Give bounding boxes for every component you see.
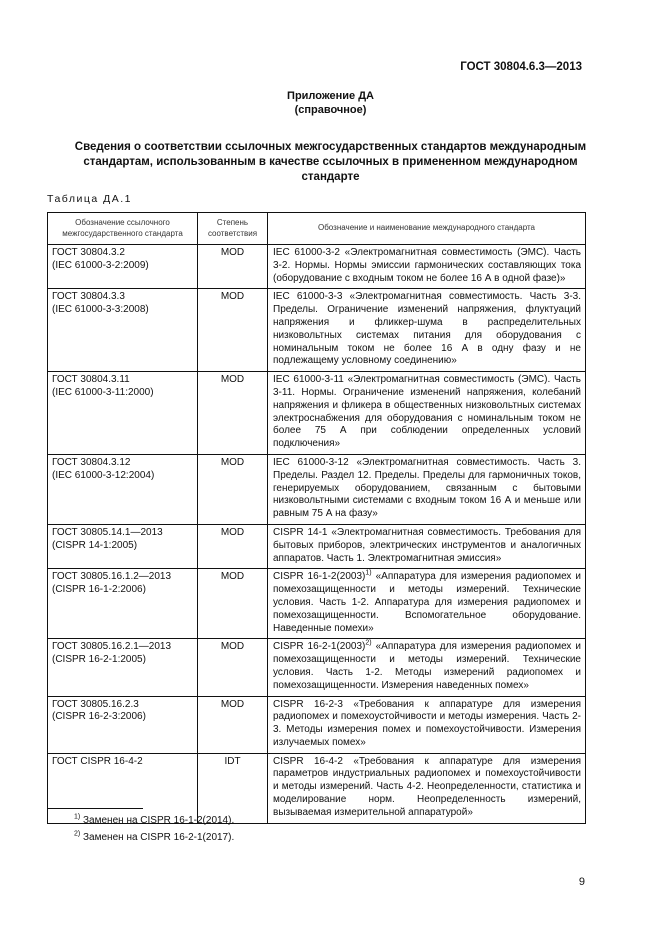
international-cell bbox=[268, 639, 586, 696]
footnote-ref: 2) bbox=[365, 639, 372, 647]
table-row bbox=[48, 454, 586, 524]
table-header-row bbox=[48, 213, 586, 245]
header-international: Обозначение и наименование международного стандарта bbox=[268, 213, 586, 245]
source-standard: (IEC 61000-3-3:2008) bbox=[52, 304, 149, 316]
table-row bbox=[48, 524, 586, 568]
table-body bbox=[48, 245, 586, 824]
international-cell bbox=[268, 524, 586, 568]
degree-value: IDT bbox=[224, 755, 241, 767]
document-id: ГОСТ 30804.6.3—2013 bbox=[460, 61, 582, 73]
international-cell bbox=[268, 696, 586, 753]
international-cell bbox=[268, 372, 586, 455]
source-standard: (IEC 61000-3-11:2000) bbox=[52, 386, 154, 398]
standard-description: CISPR 16-2-3 «Требования к аппаратуре для измерения радиопомех и помехоустойчивости и методы измерения. Часть 2-3. Методы измерения помех и помехоустойчивости. Измерения излучаемых помех» bbox=[273, 698, 581, 748]
standard-description-cont: «Аппаратура для измерения радиопомех и помехозащищенности и методы измерений. Технические условия. Часть 1-2. Аппаратура для измерения радиопомех и помехозащищенности. Вспомогательное оборудование. Наведенные помехи» bbox=[273, 571, 581, 634]
source-standard: (IEC 61000-3-2:2009) bbox=[52, 259, 149, 271]
gost-designation: ГОСТ 30805.16.2.1—2013 bbox=[52, 641, 172, 653]
degree-cell bbox=[198, 289, 268, 372]
gost-designation: ГОСТ 30804.3.2 bbox=[52, 247, 125, 258]
header-degree: Степень соответствия bbox=[198, 213, 268, 245]
footnote-1-text: Заменен на CISPR 16-1-2(2014). bbox=[83, 815, 235, 826]
table-row bbox=[48, 372, 586, 455]
degree-value: MOD bbox=[220, 456, 245, 468]
gost-cell bbox=[48, 454, 198, 524]
footnote-2-mark: 2) bbox=[74, 830, 81, 838]
footnote-2-text: Заменен на CISPR 16-2-1(2017). bbox=[83, 832, 235, 843]
standard-description: IEC 61000-3-2 «Электромагнитная совместимость (ЭМС). Часть 3-2. Нормы. Нормы эмиссии гармонических составляющих тока (оборудование с входным током не более 16 А в одной фазе)» bbox=[273, 247, 581, 284]
degree-cell bbox=[198, 454, 268, 524]
international-cell bbox=[268, 753, 586, 823]
degree-value: MOD bbox=[220, 571, 245, 583]
annex-subtitle: (справочное) bbox=[294, 104, 367, 116]
international-cell bbox=[268, 289, 586, 372]
annex-title: Приложение ДА bbox=[287, 90, 374, 102]
degree-cell bbox=[198, 639, 268, 696]
gost-cell bbox=[48, 524, 198, 568]
footnote-2 bbox=[74, 832, 234, 843]
international-cell bbox=[268, 569, 586, 639]
standard-description: IEC 61000-3-12 «Электромагнитная совместимость. Часть 3. Пределы. Раздел 12. Пределы. Пределы для гармоничных токов, генерируемых оборудованием, связанным с бытовыми низковольтными системами с входным током 16 А и меньше или равным 75 А на фазу» bbox=[273, 456, 581, 520]
international-cell bbox=[268, 454, 586, 524]
standard-description: IEC 61000-3-11 «Электромагнитная совместимость (ЭМС). Часть 3-11. Нормы. Ограничение изменений напряжения, колебаний напряжения и фликера в общественных низковольтных системах электроснабжения для оборудования с номинальным током не более 75 А при соблюдении определенных условий подключения» bbox=[273, 374, 581, 450]
footnote-separator bbox=[47, 808, 143, 809]
gost-designation: ГОСТ 30805.16.2.3 bbox=[52, 698, 139, 710]
table-row bbox=[48, 569, 586, 639]
gost-cell bbox=[48, 753, 198, 823]
correspondence-table bbox=[47, 212, 586, 824]
degree-cell bbox=[198, 753, 268, 823]
degree-cell bbox=[198, 524, 268, 568]
annex-title-block bbox=[0, 89, 661, 117]
header-gost: Обозначение ссылочного межгосударственного стандарта bbox=[48, 213, 198, 245]
standard-description: CISPR 16-2-1(2003) bbox=[273, 641, 366, 653]
standard-description: IEC 61000-3-3 «Электромагнитная совместимость. Часть 3-3. Пределы. Ограничение изменений напряжения, флуктуаций напряжения и фликкер-шума в распределительных низковольтных системах питания для оборудования с номинальным током не более 16 А в одну фазу и не подлежащему условному соединению» bbox=[273, 291, 581, 367]
gost-designation: ГОСТ 30805.16.1.2—2013 bbox=[52, 571, 172, 583]
source-standard: (CISPR 16-2-1:2005) bbox=[52, 654, 146, 666]
standard-description: CISPR 16-1-2(2003) bbox=[273, 571, 366, 583]
footnote-1 bbox=[74, 815, 234, 826]
standard-description: CISPR 14-1 «Электромагнитная совместимость. Требования для бытовых приборов, электрических инструментов и аналогичных аппаратов. Часть 1. Электромагнитная эмиссия» bbox=[273, 526, 581, 564]
table-row bbox=[48, 753, 586, 823]
gost-cell bbox=[48, 289, 198, 372]
gost-cell bbox=[48, 569, 198, 639]
gost-designation: ГОСТ CISPR 16-4-2 bbox=[52, 755, 143, 767]
degree-cell bbox=[198, 372, 268, 455]
source-standard: (CISPR 16-2-3:2006) bbox=[52, 711, 146, 723]
degree-value: MOD bbox=[220, 526, 245, 538]
source-standard: (CISPR 16-1-2:2006) bbox=[52, 584, 146, 596]
table-row bbox=[48, 245, 586, 289]
gost-designation: ГОСТ 30804.3.3 bbox=[52, 291, 125, 303]
gost-designation: ГОСТ 30805.14.1—2013 bbox=[52, 526, 163, 538]
degree-value: MOD bbox=[220, 698, 245, 710]
page-number: 9 bbox=[578, 876, 585, 888]
gost-cell bbox=[48, 639, 198, 696]
table-row bbox=[48, 289, 586, 372]
degree-value: MOD bbox=[220, 247, 245, 258]
table-row bbox=[48, 639, 586, 696]
degree-cell bbox=[198, 245, 268, 289]
footnote-ref: 1) bbox=[365, 570, 372, 577]
table-row bbox=[48, 696, 586, 753]
source-standard: (IEC 61000-3-12:2004) bbox=[52, 469, 155, 481]
international-cell bbox=[268, 245, 586, 289]
source-standard: (CISPR 14-1:2005) bbox=[52, 539, 138, 551]
gost-cell bbox=[48, 245, 198, 289]
table-label: Таблица ДА.1 bbox=[47, 193, 132, 205]
standard-description: CISPR 16-4-2 «Требования к аппаратуре для измерения параметров индустриальных радиопомех и помехоустойчивости и методы измерений. Часть 4-2. Неопределенности, статистика и моделирование норм. Неопределенность измерений, вызываемая измерительной аппаратурой» bbox=[273, 755, 581, 818]
gost-designation: ГОСТ 30804.3.12 bbox=[52, 456, 131, 468]
degree-cell bbox=[198, 696, 268, 753]
gost-designation: ГОСТ 30804.3.11 bbox=[52, 374, 130, 386]
gost-cell bbox=[48, 696, 198, 753]
degree-value: MOD bbox=[220, 641, 245, 653]
degree-cell bbox=[198, 569, 268, 639]
footnote-1-mark: 1) bbox=[74, 813, 81, 821]
gost-cell bbox=[48, 372, 198, 455]
degree-value: MOD bbox=[220, 291, 245, 303]
standard-description-cont: «Аппаратура для измерения радиопомех и помехозащищенности и методы измерений. Технические условия. Часть 1-2. Методы измерений радиопомех и помехозащищенности. Измерения наведенных помех» bbox=[273, 641, 581, 691]
degree-value: MOD bbox=[220, 374, 245, 386]
section-heading: Сведения о соответствии ссылочных межгосударственных стандартов международным стандартам, использованным в качестве ссылочных в примененном международном стандарте bbox=[74, 141, 587, 183]
